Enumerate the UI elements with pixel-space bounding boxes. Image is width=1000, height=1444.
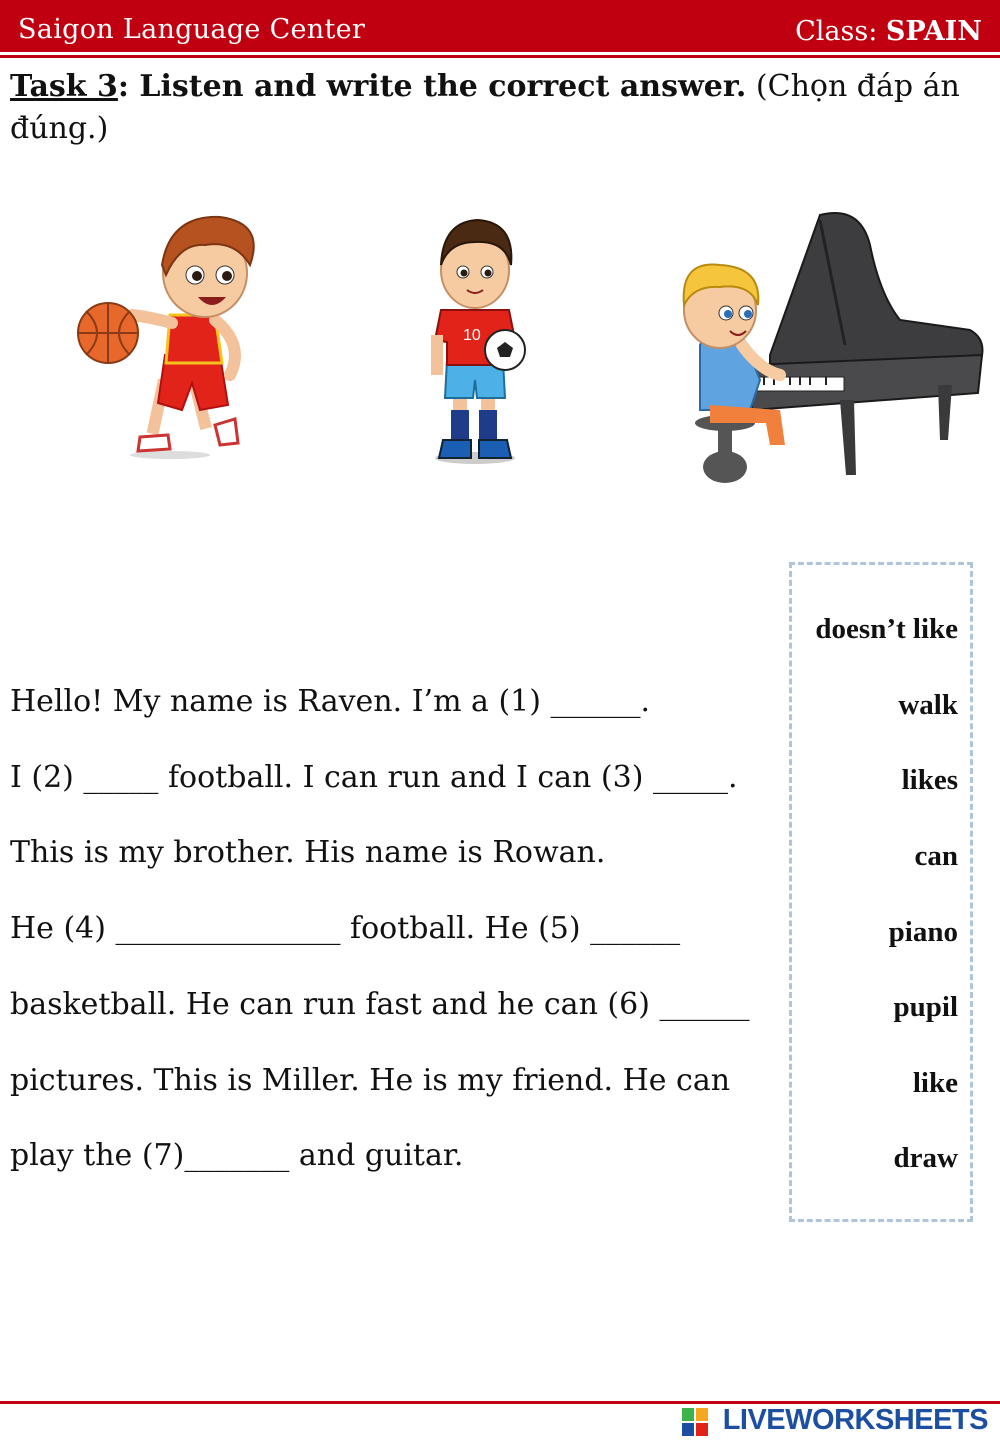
header-bar xyxy=(0,0,1000,52)
passage-line-3: This is my brother. His name is Rowan. xyxy=(10,835,606,871)
passage-line-1: Hello! My name is Raven. I’m a (1) ______. xyxy=(10,684,651,719)
boy-football-icon xyxy=(425,210,535,465)
passage xyxy=(10,664,780,1194)
class-value: SPAIN xyxy=(885,16,982,47)
jersey-number: 10 xyxy=(463,327,481,344)
class-label-text: Class: xyxy=(795,16,886,47)
word-bank-item[interactable]: likes xyxy=(901,764,958,796)
class-label xyxy=(795,16,982,47)
word-bank-item[interactable]: like xyxy=(912,1067,958,1099)
word-bank-item[interactable]: walk xyxy=(898,689,958,721)
task-colon: : xyxy=(117,69,129,104)
passage-line-2: I (2) _____ football. I can run and I can (3) _____. xyxy=(10,759,738,795)
passage-line-4: He (4) _______________ football. He (5) ______ xyxy=(10,911,681,947)
word-bank-item[interactable]: can xyxy=(914,840,958,872)
boy-basketball-icon xyxy=(70,205,270,460)
word-bank-item[interactable]: piano xyxy=(888,916,958,948)
center-name: Saigon Language Center xyxy=(18,14,366,45)
passage-line-6: pictures. This is Miller. He is my friend. He can xyxy=(10,1062,731,1098)
task-instruction: Listen and write the correct answer. xyxy=(128,69,747,104)
word-bank-item[interactable]: doesn’t like xyxy=(815,613,958,645)
task-number: Task 3 xyxy=(10,69,118,104)
task-title xyxy=(10,66,985,150)
header-divider xyxy=(0,55,1000,58)
liveworksheets-logo-icon xyxy=(682,1408,708,1436)
liveworksheets-brand[interactable]: LIVEWORKSHEETS xyxy=(722,1404,988,1436)
word-bank-item[interactable]: pupil xyxy=(893,991,958,1023)
word-bank xyxy=(789,562,973,1222)
boy-piano-icon xyxy=(670,205,990,490)
passage-line-7: play the (7)_______ and guitar. xyxy=(10,1138,464,1174)
task-translation: (Chọn đáp án đúng.) xyxy=(10,69,960,146)
passage-line-5: basketball. He can run fast and he can (6) ______ xyxy=(10,986,750,1022)
word-bank-item[interactable]: draw xyxy=(893,1142,958,1174)
